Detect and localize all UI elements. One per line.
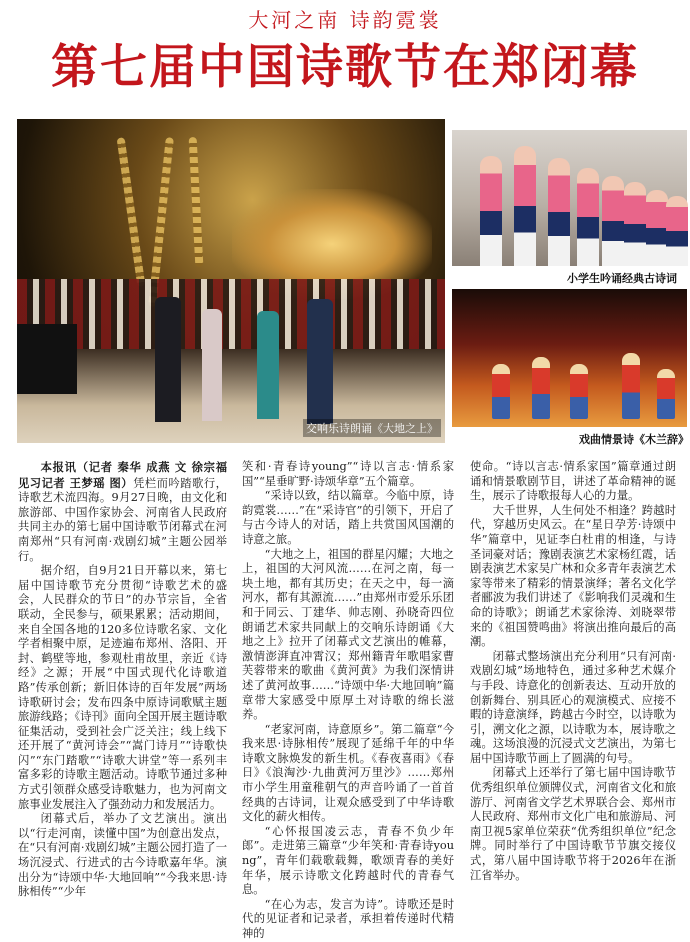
- article-paragraph: 大千世界，人生何处不相逢？跨越时代，穿越历史风云。在“星日孕芳·诗颂中华”篇章中，见证李白杜甫的相逢，与诗圣词豪对话；豫剧表演艺术家杨红霞，话剧表演艺术家吴广林和众多青年表演艺术家等带来了精彩的情景演绎；著名文化学者郦波为我们讲述了《影响我们灵魂和生命的诗歌》；朗诵艺术家徐涛、刘晓翠带来的《祖国赞鸣曲》将演出推向最后的高潮。: [470, 503, 676, 649]
- article-paragraph: 闭幕式上还举行了第七届中国诗歌节优秀组织单位颁牌仪式，河南省文化和旅游厅、河南省文学艺术界联合会、郑州市人民政府、郑州市文化广电和旅游局、河南卫视5家单位荣获“优秀组织单位”纪念牌。同时举行了中国诗歌节节旗交接仪式，第八届中国诗歌节将于2026年在浙江省举办。: [470, 766, 676, 882]
- article-paragraph: 闭幕式整场演出充分利用“只有河南·戏剧幻城”场地特色，通过多种艺术媒介与手段、诗意化的创新表达、互动开放的创新舞台、别具匠心的观演模式、应接不暇的诗意演绎，跨越古今时空，以诗歌为引，溯文化之源，以诗歌为本，展诗歌之魂。这场浪漫的沉浸式文艺演出，为第七届中国诗歌节画上了圆满的句号。: [470, 649, 676, 765]
- main-photo-caption: 交响乐诗朗诵《大地之上》: [303, 419, 441, 437]
- article-paragraph: “老家河南，诗意原乡”。第二篇章“今我来思·诗脉相传”展现了延绵千年的中华诗歌文脉焕发的新生机。《春夜喜雨》《春日》《浪淘沙·九曲黄河万里沙》……郑州市小学生用童稚朝气的声音吟诵了一首首经典的古诗词，让观众感受到了中华诗歌文化的薪火相传。: [242, 722, 454, 824]
- article-paragraph: 闭幕式后，举办了文艺演出。演出以“行走河南，读懂中国”为创意出发点，在“只有河南·戏剧幻城”主题公园打造了一场沉浸式、行进式的古今诗歌嘉年华。演出分为“诗颂中华·大地回响”“今我来思·诗脉相传”“少年: [18, 812, 227, 899]
- article-paragraph: “在心为志，发言为诗”。诗歌还是时代的见证者和记录者，承担着传递时代精神的: [242, 897, 454, 940]
- byline: 本报讯（记者 秦华 成燕 文 徐宗福 见习记者 王梦瑶 图）: [18, 460, 227, 490]
- article-paragraph: “采诗以致，结以篇章。今临中原，诗韵霓裳……”在“采诗官”的引领下，开启了与古今诗人的对话，踏上共赏国风国潮的诗意之旅。: [242, 489, 454, 546]
- article-column-2: [242, 460, 454, 940]
- article-paragraph: 笑和·青春诗young”“诗以言志·情系家国”“星垂旷野·诗颂华章”五个篇章。: [242, 460, 454, 488]
- article-paragraph: 据介绍，自9月21日开幕以来，第七届中国诗歌节充分贯彻“诗歌艺术的盛会，人民群众的节日”的办节宗旨，全省联动，全民参与，硕果累累；活动期间，来自全国各地的120多位诗歌名家、文化学者相聚中原，足迹遍布郑州、洛阳、开封、鹤壁等地，参观杜甫故里，亲近《诗经》之源；开展“中国式现代化诗歌道路”传承创新；新旧体诗的百年发展”两场诗歌研讨会；发布四条中原诗词歌赋主题旅游线路；《诗刊》面向全国开展主题诗歌征集活动，受到社会广泛关注；线上线下还开展了“黄河诗会”“嵩门诗月”“诗歌快闪”“东门踏歌”“诗歌大讲堂”等一系列丰富多彩的诗歌主题活动。诗歌节通过多种方式引领群众感受诗歌魅力，也为河南文旅事业发展注入了强劲动力和发展活力。: [18, 564, 227, 811]
- article-paragraph: “心怀报国凌云志，青春不负少年郎”。走进第三篇章“少年笑和·青春诗young”，青年们载歌载舞，歌颂青春的美好年华，展示诗歌文化跨越时代的青春气息。: [242, 824, 454, 897]
- kids-photo: [452, 130, 687, 266]
- article-column-3: [470, 460, 676, 882]
- article-paragraph: “大地之上，祖国的群星闪耀；大地之上，祖国的大河风流……在河之南，每一块土地，都有其历史；在天之中，每一滴河水，都有其源流……”由郑州市爱乐乐团和于同云、丁建华、帅志刚、孙晓奇四位朗诵艺术家共同献上的交响乐诗朗诵《大地之上》拉开了闭幕式文艺演出的帷幕，激情澎湃直冲霄汉；郑州籍青年歌唱家曹芙蓉带来的歌曲《黄河黄》为我们深情讲述了黄河故事……“诗颂中华·大地回响”篇章带大家感受中原厚土对诗歌的绵长滋养。: [242, 547, 454, 722]
- kicker: 大河之南 诗韵霓裳: [248, 8, 442, 32]
- drama-photo-caption: 戏曲情景诗《木兰辞》: [579, 433, 689, 446]
- drama-photo: [452, 289, 687, 427]
- headline: 第七届中国诗歌节在郑闭幕: [51, 40, 639, 95]
- main-stage-photo: [17, 119, 445, 443]
- article-paragraph: 使命。“诗以言志·情系家国”篇章通过朗诵和情景歌剧节目，讲述了革命精神的诞生，展示了诗歌报每人心的力量。: [470, 460, 676, 503]
- article-paragraph: 本报讯（记者 秦华 成燕 文 徐宗福 见习记者 王梦瑶 图）凭栏而吟踏歌行，诗歌艺术流四海。9月27日晚，由文化和旅游部、中国作家协会、河南省人民政府共同主办的第七届中国诗歌节闭幕式在河南郑州“只有河南·戏剧幻城”主题公园举行。: [18, 460, 227, 563]
- kids-photo-caption: 小学生吟诵经典古诗词: [567, 272, 677, 285]
- article-column-1: [18, 460, 227, 899]
